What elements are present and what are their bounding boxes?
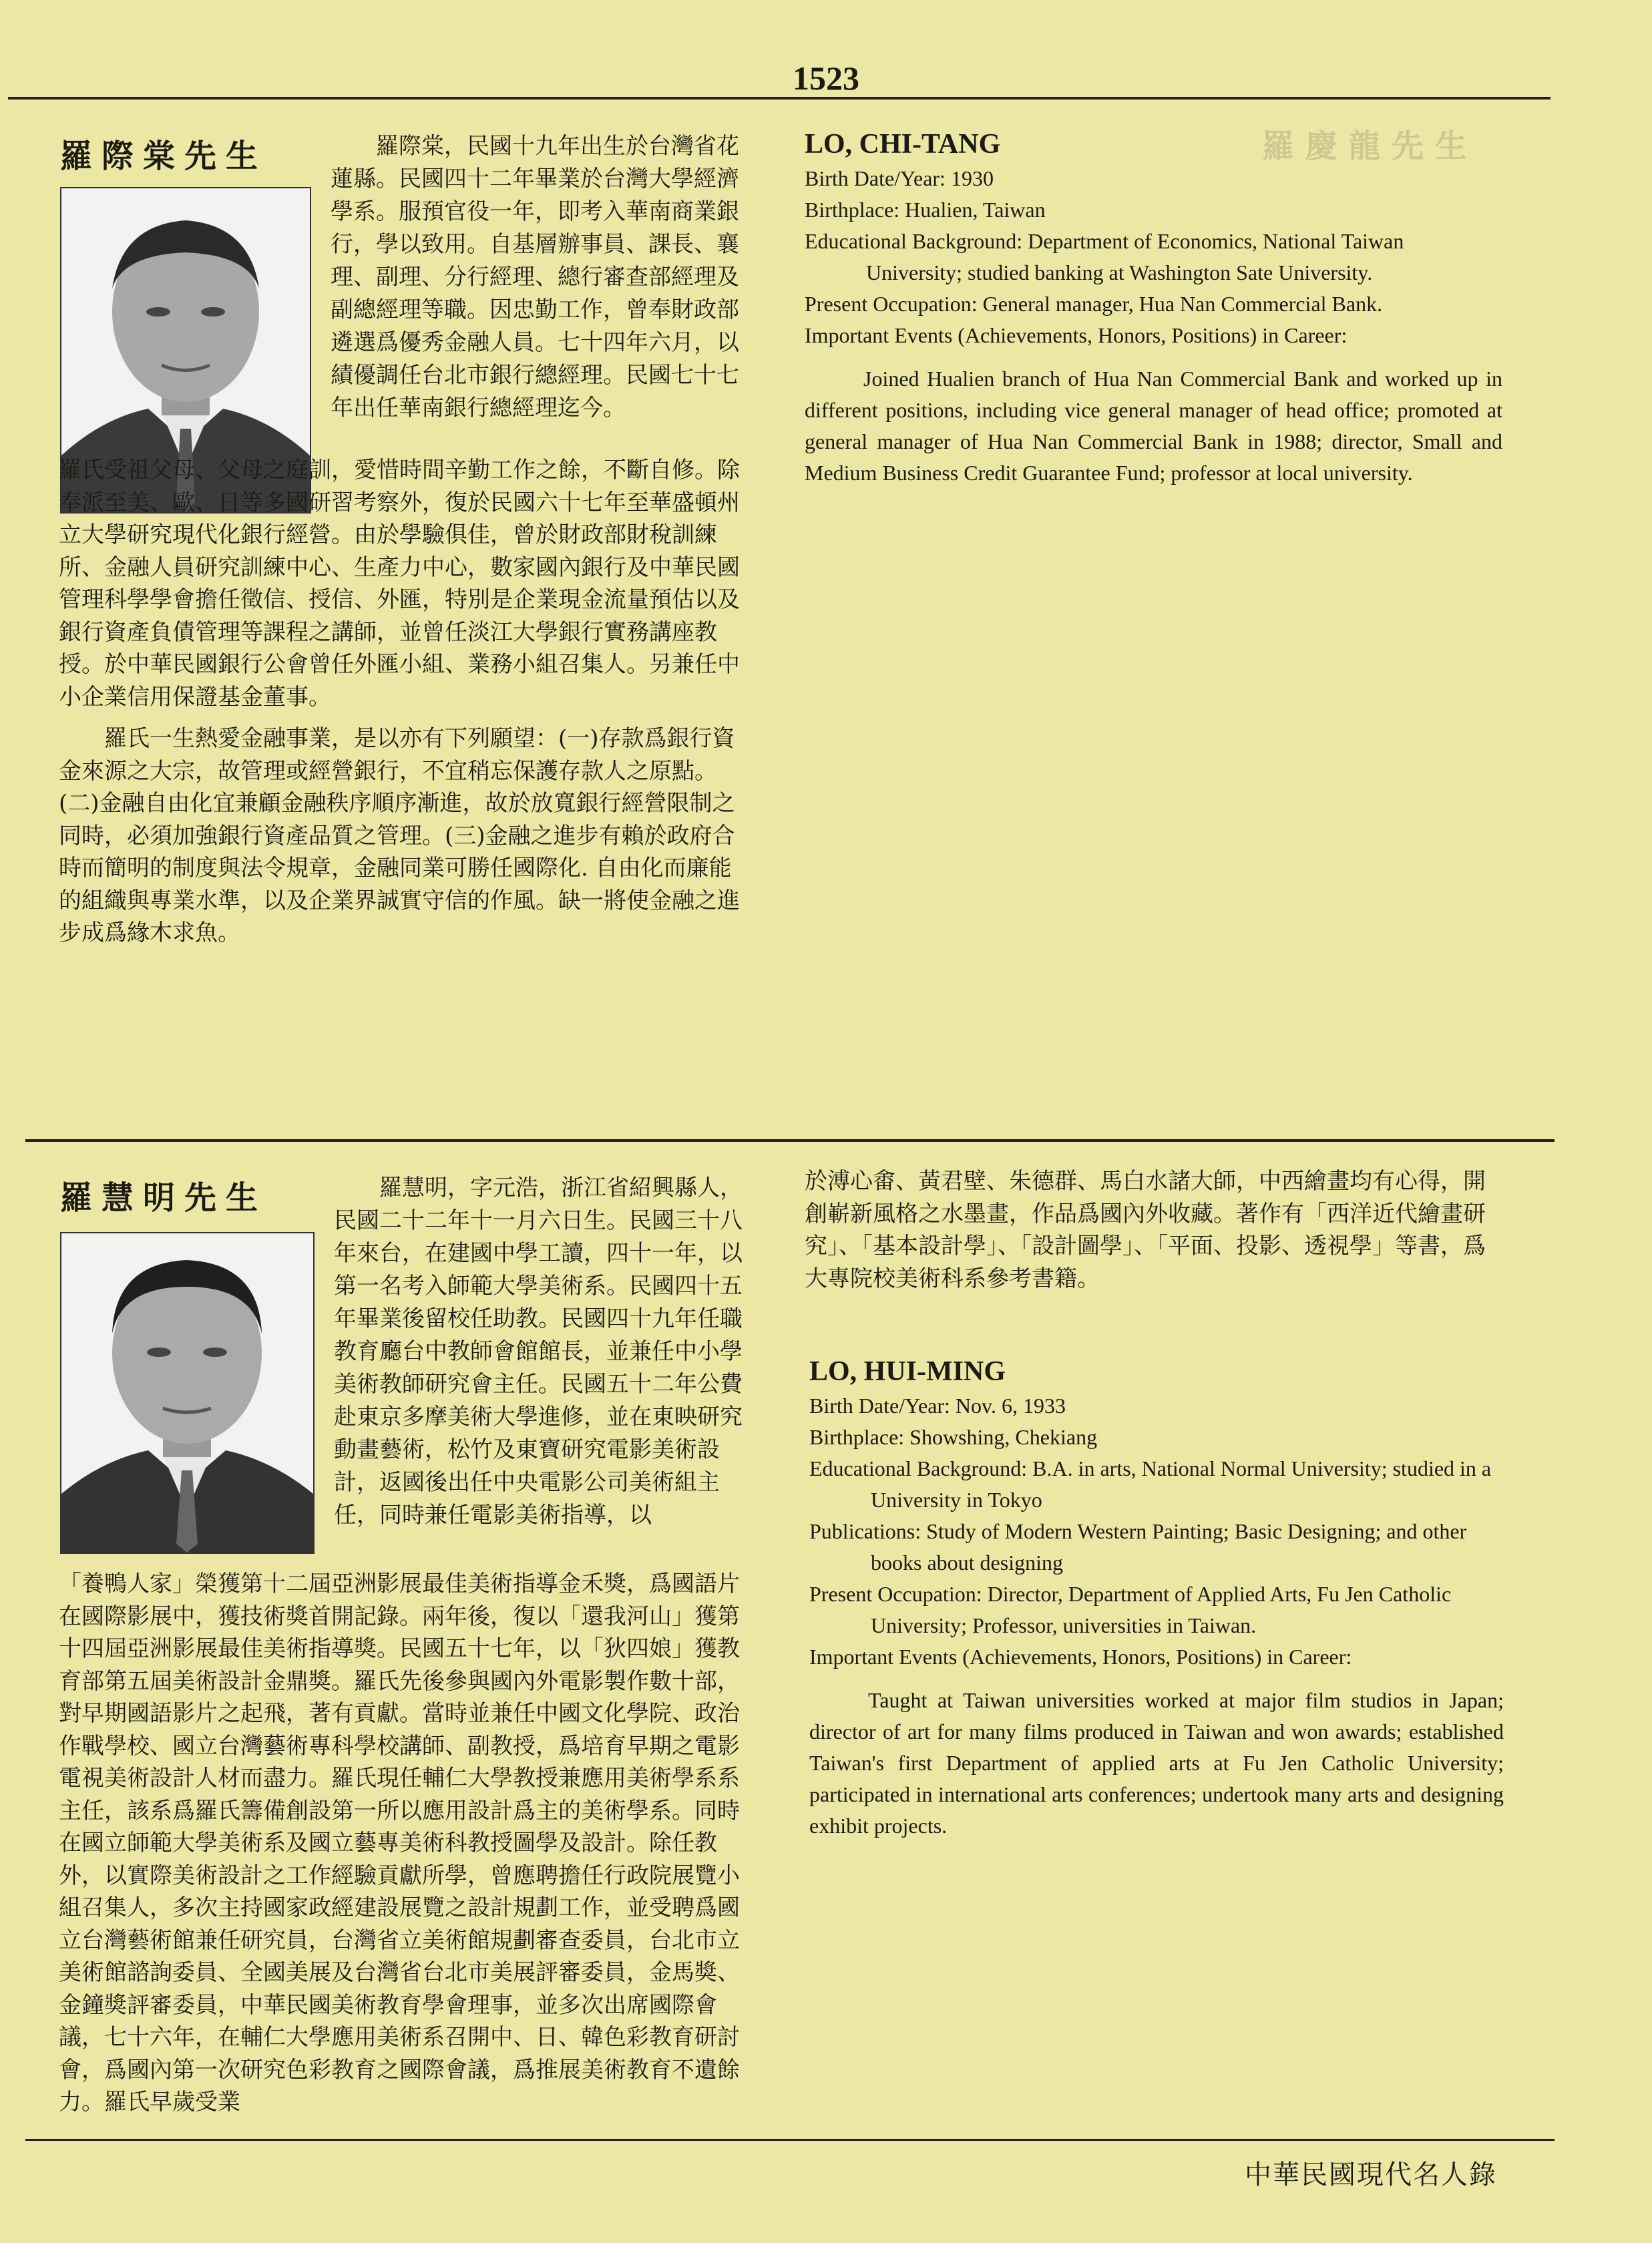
entry1-chinese-body <box>59 454 743 950</box>
middle-rule <box>25 1139 1555 1142</box>
entry2-occupation: Present Occupation: Director, Department of Applied Arts, Fu Jen Catholic University; Professor, universities in Taiwan. <box>809 1582 1452 1637</box>
entry2-chinese-continued <box>805 1165 1504 1295</box>
entry1-chinese-name: 羅際棠先生 <box>60 138 268 175</box>
entry2-chinese-intro-text: 羅慧明，字元浩，浙江省紹興縣人，民國二十二年十一月六日生。民國三十八年來台，在建國中學工讀，四十一年，以第一名考入師範大學美術系。民國四十五年畢業後留校任助教。民國四十九年任職教育廳台中教師會館館長，並兼任中小學美術教師研究會主任。民國五十二年公費赴東京多摩美術大學進修，並在東映研究動畫藝術，松竹及東寶研究電影美術設計，返國後出任中央電影公司美術組主任，同時兼任電影美術指導，以 <box>334 1175 743 1528</box>
entry1-events-text: Joined Hualien branch of Hua Nan Commercial Bank and worked up in different positions, including vice general manager of head office; promoted at general manager of Hua Nan Commercial Bank in 1988; director, Small and Medium Business Credit Guarantee Fund; professor at local university. <box>805 367 1502 485</box>
entry2-chinese-name: 羅慧明先生 <box>60 1179 268 1217</box>
top-rule <box>8 97 1551 99</box>
book-title-footer: 中華民國現代名人錄 <box>1245 2160 1497 2190</box>
entry1-birth-date: Birth Date/Year: 1930 <box>805 166 994 190</box>
entry1-english-name: LO, CHI-TANG <box>805 129 1001 160</box>
entry2-portrait-photo <box>60 1232 315 1554</box>
entry1-chinese-intro <box>331 130 741 425</box>
entry2-chinese-body-text: 「養鴨人家」榮獲第十二屆亞洲影展最佳美術指導金禾獎，爲國語片在國際影展中，獲技術獎首開記錄。兩年後，復以「還我河山」獲第十四屆亞洲影展最佳美術指導獎。民國五十七年，以「狄四娘」獲教育部第五屆美術設計金鼎獎。羅氏先後參與國內外電影製作數十部，對早期國語影片之起飛，著有貢獻。當時並兼任中國文化學院、政治作戰學校、國立台灣藝術專科學校講師、副教授，爲培育早期之電影電視美術設計人材而盡力。羅氏現任輔仁大學教授兼應用美術學系系主任，該系爲羅氏籌備創設第一所以應用設計爲主的美術學系。同時在國立師範大學美術系及國立藝專美術科教授圖學及設計。除任教外，以實際美術設計之工作經驗貢獻所學，曾應聘擔任行政院展覽小組召集人，多次主持國家政經建設展覽之設計規劃工作，並受聘爲國立台灣藝術館兼任研究員，台灣省立美術館規劃審查委員，台北市立美術館諮詢委員、全國美展及台灣省台北市美展評審委員，金馬獎、金鐘獎評審委員，中華民國美術教育學會理事，並多次出席國際會議，七十六年，在輔仁大學應用美術系召開中、日、韓色彩教育研討會，爲國內第一次研究色彩教育之國際會議，爲推展美術教育不遺餘力。羅氏早歲受業 <box>59 1571 740 2115</box>
entry1-occupation: Present Occupation: General manager, Hua Nan Commercial Bank. <box>805 292 1383 316</box>
entry2-english-column <box>809 1354 1504 1842</box>
entry1-birthplace: Birthplace: Hualien, Taiwan <box>805 198 1046 222</box>
page-number: 1523 <box>793 59 859 97</box>
entry2-chinese-body <box>59 1568 743 2119</box>
entry2-events-label: Important Events (Achievements, Honors, Positions) in Career: <box>809 1645 1352 1669</box>
entry1-english-column <box>805 127 1502 489</box>
entry2-chinese-intro <box>334 1172 743 1532</box>
entry1-chinese-body-p1: 羅氏受祖父母、父母之庭訓，愛惜時間辛勤工作之餘，不斷自修。除奉派至美、歐、日等多國研習考察外，復於民國六十七年至華盛頓州立大學研究現代化銀行經營。由於學驗俱佳，曾於財政部財稅訓練所、金融人員研究訓練中心、生產力中心，數家國內銀行及中華民國管理科學學會擔任徵信、授信、外匯，特別是企業現金流量預估以及銀行資產負債管理等課程之講師，並曾任淡江大學銀行實務講座教授。於中華民國銀行公會曾任外匯小組、業務小組召集人。另兼任中小企業信用保證基金董事。 <box>59 457 740 710</box>
entry2-events-text: Taught at Taiwan universities worked at major film studios in Japan; director of art for many films produced in Taiwan and won awards; established Taiwan's first Department of applied arts at Fu Jen Catholic University; participated in international arts conferences; undertook many arts and designing exhibit projects. <box>809 1688 1504 1838</box>
entry2-education: Educational Background: B.A. in arts, National Normal University; studied in a University in Tokyo <box>809 1456 1492 1512</box>
entry2-publications: Publications: Study of Modern Western Painting; Basic Designing; and other books about designing <box>809 1519 1467 1575</box>
bottom-rule <box>25 2139 1555 2141</box>
entry2-birthplace: Birthplace: Showshing, Chekiang <box>809 1425 1098 1449</box>
bleed-through-text: 羅 慶 龍 先 生 <box>1262 128 1467 165</box>
entry1-chinese-intro-text: 羅際棠，民國十九年出生於台灣省花蓮縣。民國四十二年畢業於台灣大學經濟學系。服預官役一年，即考入華南商業銀行，學以致用。自基層辦事員、課長、襄理、副理、分行經理、總行審查部經理及副總經理等職。因忠勤工作，曾奉財政部遴選爲優秀金融人員。七十四年六月，以績優調任台北市銀行總經理。民國七十七年出任華南銀行總經理迄今。 <box>331 133 739 421</box>
entry2-chinese-continued-text: 於溥心畬、黃君壁、朱德群、馬白水諸大師，中西繪畫均有心得，開創嶄新風格之水墨畫，作品爲國內外收藏。著作有「西洋近代繪畫研究」、「基本設計學」、「設計圖學」、「平面、投影、透視學」等書，爲大專院校美術科系參考書籍。 <box>805 1168 1486 1292</box>
entry1-education: Educational Background: Department of Economics, National Taiwan University; studied banking at Washington Sate University. <box>805 229 1404 284</box>
entry1-events-label: Important Events (Achievements, Honors, Positions) in Career: <box>805 323 1348 347</box>
entry2-english-name: LO, HUI-MING <box>809 1356 1006 1387</box>
entry2-birth-date: Birth Date/Year: Nov. 6, 1933 <box>809 1394 1066 1418</box>
entry1-chinese-body-p2: 羅氏一生熱愛金融事業，是以亦有下列願望：(一)存款爲銀行資金來源之大宗，故管理或經營銀行，不宜稍忘保護存款人之原點。(二)金融自由化宜兼顧金融秩序順序漸進，故於放寬銀行經營限制之同時，必須加強銀行資產品質之管理。(三)金融之進步有賴於政府合時而簡明的制度與法令規章，金融同業可勝任國際化. 自由化而廉能的組織與專業水準，以及企業界誠實守信的作風。缺一將使金融之進步成爲緣木求魚。 <box>59 725 740 946</box>
